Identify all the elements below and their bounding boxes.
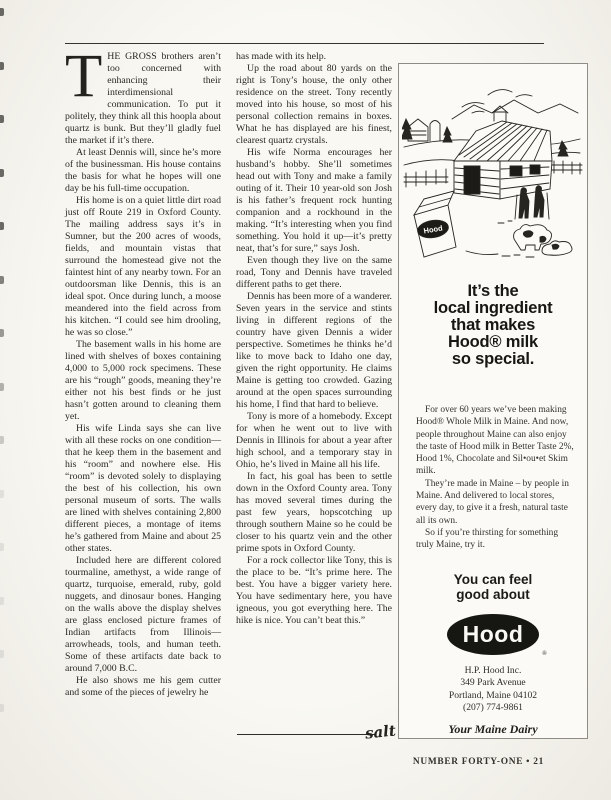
ad-address-line: 349 Park Avenue (460, 677, 526, 689)
ad-address-line: H.P. Hood Inc. (464, 664, 522, 676)
paragraph-text: His home is on a quiet little dirt road just off Route 219 in Oxford County. The mailing address says it’s in Sumner, but the 200 acres of woods, fields, and mountain vistas that surround the homestead give not the faintest hint of any nearby town. For an outdoorsman like Dennis, this is an ideal spot. Once during lunch, a moose meandered into the field across from his kitchen. “I could see him drooling, he was so close.” (65, 195, 221, 338)
ad-paragraph: So if you’re thirsting for something truly Maine, try it. (416, 527, 559, 551)
binding-tick (0, 222, 4, 230)
ad-headline (399, 283, 587, 368)
ad-paragraph: They’re made in Maine – by people in Maine. And delivered to local stores, every day, to give it a fresh, natural taste all its own. (416, 478, 569, 526)
carton-logo-text: Hood (422, 223, 444, 236)
ad-headline-line: local ingredient (433, 299, 553, 317)
binding-tick (0, 276, 4, 284)
binding-tick (0, 115, 4, 123)
paragraph-text: The basement walls in his home are lined with shelves of boxes containing 4,000 to 5,000 rock specimens. These are his “rough” goods, meaning they’re either not his best finds or he just hasn’t gotten around to cleaning them yet. (65, 339, 221, 422)
hood-milk-ad (398, 63, 588, 739)
ad-address (399, 665, 587, 715)
article-paragraph (65, 147, 221, 195)
binding-tick (0, 169, 4, 177)
ad-headline-line: so special. (451, 350, 535, 368)
article-paragraph (236, 291, 392, 411)
article-paragraph (65, 43, 221, 147)
binding-tick (0, 62, 4, 70)
article-column-1 (65, 43, 221, 699)
binding-tick (0, 383, 4, 391)
ad-feel-good-line (399, 572, 587, 602)
ad-body-copy (416, 404, 574, 552)
ad-address-line: Portland, Maine 04102 (448, 689, 538, 701)
ad-headline-line: It’s the (467, 282, 519, 300)
article-column-2 (236, 51, 392, 699)
binding-tick (0, 543, 4, 551)
article-body (65, 43, 392, 699)
article-paragraph (236, 255, 392, 291)
article-paragraph (65, 675, 221, 699)
top-rule (65, 43, 544, 44)
hood-logo-wrap (447, 614, 547, 657)
article-paragraph (65, 339, 221, 423)
paragraph-text: Included here are different colored tourmaline, amethyst, a wide range of quartz, turquoise, emerald, ruby, gold nuggets, and dinosaur bones. Hanging on the walls above the display shelves are glass enclosed picture frames of Indian artifacts from Illinois—arrowheads, tools, and human teeth. Some of these artifacts date back to around 7,000 B.C. (65, 555, 221, 674)
salt-signature: salt (364, 721, 397, 743)
article-paragraph (236, 51, 392, 63)
registered-mark: ® (542, 649, 547, 657)
article-end-mark (237, 714, 397, 743)
page-footer: NUMBER FORTY-ONE • 21 (412, 757, 544, 767)
article-paragraph (236, 471, 392, 555)
ad-tagline: Your Maine Dairy (448, 721, 538, 736)
binding-tick (0, 490, 4, 498)
paragraph-text: Tony is more of a homebody. Except for when he went out to live with Dennis in Illinois for about a year after high school, and a temporary stay in Ohio, he’s lived in Maine all his life. (236, 411, 392, 470)
dropcap-letter: T (65, 43, 103, 110)
ad-paragraph: For over 60 years we’ve been making Hood® Whole Milk in Maine. And now, people throughout Maine can also enjoy the taste of Hood milk in Better Taste 2%, Hood 1%, Chocolate and Sil•ou•et Skim milk. (416, 405, 574, 477)
ad-feel-good-text: You can feel (453, 571, 533, 587)
paragraph-text: Even though they live on the same road, Tony and Dennis have traveled different paths to get there. (236, 255, 392, 290)
paragraph-text: His wife Linda says she can live with all these rocks on one condition—that he keep them in the basement and his “room” and nowhere else. His “room” is devoted solely to displaying the best of his collection, his own personal museum of sorts. The walls are lined with shelves containing 2,800 different pieces, a montage of items he’s gathered from Maine and about 25 other states. (65, 423, 221, 554)
article-paragraph (65, 423, 221, 555)
ad-address-line: (207) 774-9861 (463, 702, 523, 714)
paragraph-text: At least Dennis will, since he’s more of the businessman. His house contains the basis for what he hopes will one day be his full-time occupation. (65, 147, 221, 194)
article-paragraph (236, 411, 392, 471)
binding-tick (0, 436, 4, 444)
end-rule (237, 734, 376, 735)
paragraph-text: Up the road about 80 yards on the right is Tony’s house, the only other residence on the street. Tony recently moved into his house, so most of his personal collection remains in boxes. What he has displayed are his finest, clearest quartz crystals. (236, 63, 392, 146)
article-paragraph (236, 63, 392, 147)
farm-scene-illustration (402, 67, 584, 259)
binding-tick (0, 650, 4, 658)
paragraph-text: HE GROSS brothers aren’t too concerned with enhancing their interdimensional communication. To put it politely, they think all this hoopla about quartz is bunk. But they’ll gladly fuel the market if it’s there. (65, 51, 221, 146)
ad-feel-good-text: good about (456, 586, 530, 602)
article-paragraph (65, 555, 221, 675)
article-paragraph (236, 147, 392, 255)
paragraph-text: His wife Norma encourages her husband’s hobby. She’ll sometimes head out with Tony and make a family outing of it. Their 10 year-old son Josh is his father’s frequent rock hunting companion and a rockhound in the making. “It’s interesting when you find something. You hold it up—it’s pretty neat, that’s for sure,” says Josh. (236, 147, 392, 254)
ad-headline-line: that makes (450, 316, 536, 334)
hood-logo: Hood (447, 614, 539, 655)
binding-tick (0, 597, 4, 605)
article-paragraph (65, 195, 221, 339)
paragraph-text: Dennis has been more of a wanderer. Seven years in the service and stints living in different regions of the country have given Dennis a wider perspective. Sometimes he thinks he’d like to move back to Idaho one day, given the right opportunity. He claims Maine is getting too crowded. Gazing around at the open spaces surrounding his home, I find that hard to believe. (236, 291, 392, 410)
article-paragraph (236, 555, 392, 627)
ad-headline-line: Hood® milk (448, 333, 538, 351)
binding-tick (0, 8, 4, 16)
paragraph-text: has made with its help. (236, 51, 327, 62)
paragraph-text: For a rock collector like Tony, this is the place to be. “It’s prime here. The best. You have a bigger variety here. You have sedimentary here, you have igneous, you got everything here. The hike is nice. You can’t beat this.” (236, 555, 392, 626)
binding-tick (0, 329, 4, 337)
paragraph-text: In fact, his goal has been to settle down in the Oxford County area. Tony has moved several times during the past few years, hopscotching up through southern Maine so he could be closer to his quartz vein and the other prime spots in Oxford County. (236, 471, 392, 554)
paragraph-text: He also shows me his gem cutter and some of the pieces of jewelry he (65, 675, 221, 698)
binding-tick (0, 704, 4, 712)
